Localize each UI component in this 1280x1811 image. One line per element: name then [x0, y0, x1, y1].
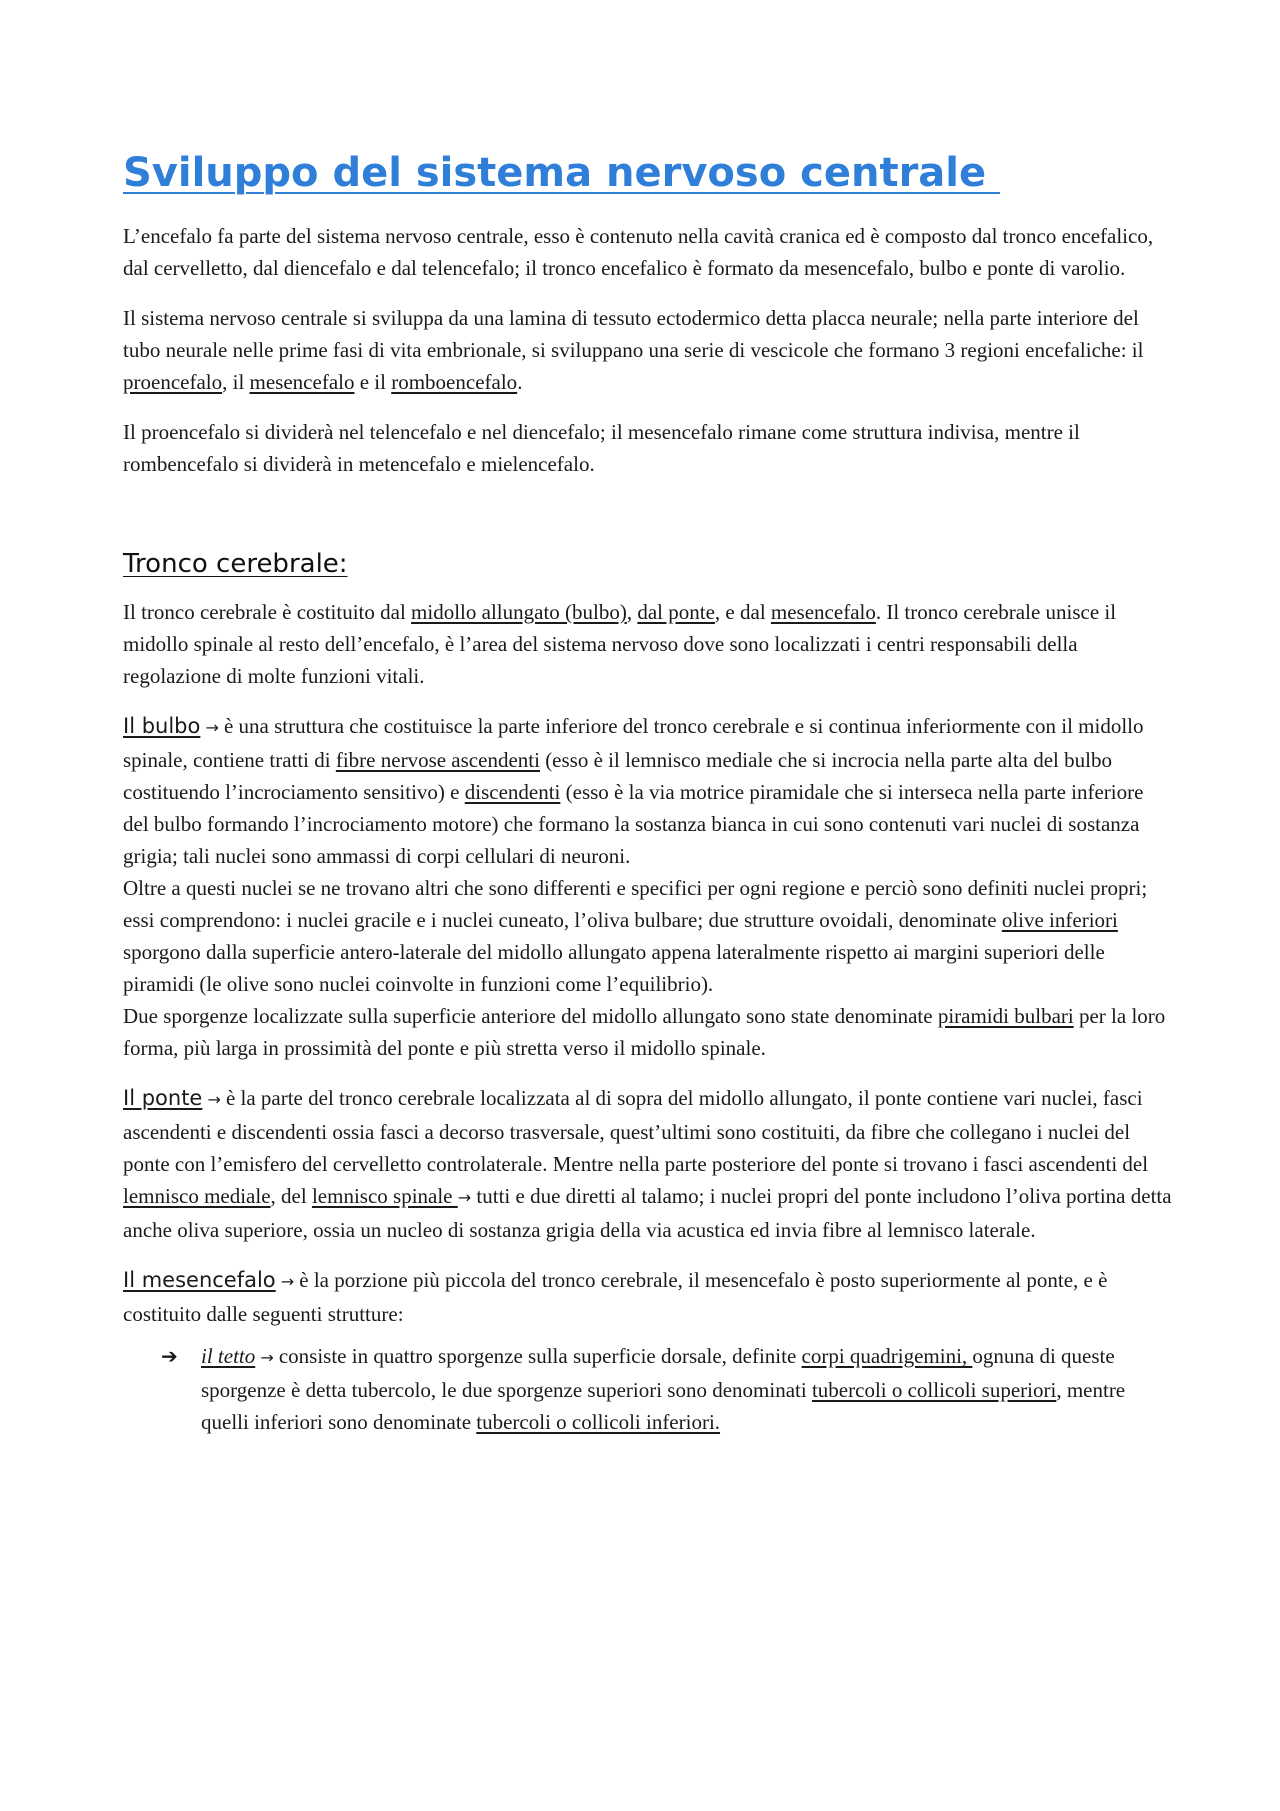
term-il-tetto: il tetto [201, 1343, 256, 1368]
ponte-paragraph [123, 1082, 1173, 1246]
term-romboencefalo: romboencefalo [391, 370, 518, 394]
term-piramidi-bulbari: piramidi bulbari [937, 1003, 1074, 1028]
term-discendenti: discendenti [464, 779, 561, 804]
term-olive-inferiori: olive inferiori [1001, 907, 1118, 932]
term-collicoli-inferiori: tubercoli o collicoli inferiori. [476, 1409, 721, 1434]
bulbo-paragraph-2 [123, 872, 1173, 1000]
text-run: è una struttura che costituisce la parte inferiore del tronco cerebrale e si continua inferiormente con il midollo spinale, contiene tratti di [123, 713, 1144, 772]
text-run: è la porzione più piccola del tronco cerebrale, il mesencefalo è posto superiormente al ponte, e è costituito dalle seguenti strutture: [123, 1267, 1108, 1326]
mesencefalo-paragraph [123, 1264, 1173, 1330]
term-proencefalo: proencefalo [123, 370, 223, 394]
term-mesencefalo-2: mesencefalo [770, 599, 876, 624]
text-run: , del [270, 1183, 312, 1208]
text-run: Il sistema nervoso centrale si sviluppa da una lamina di tessuto ectodermico detta placca neurale; nella parte interiore del tubo neurale nelle prime fasi di vita embrionale, si sviluppano una serie di vescicole che formano 3 regioni encefaliche: il [123, 306, 1144, 362]
text-run: consiste in quattro sporgenze sulla superficie dorsale, definite [278, 1343, 802, 1368]
term-fibre-nervose-ascendenti: fibre nervose ascendenti [335, 747, 540, 772]
term-lemnisco-mediale: lemnisco mediale [123, 1183, 271, 1208]
text-run: tutti e due diretti al talamo; i nuclei propri del ponte includono l’oliva portina detta anche oliva superiore, ossia un nucleo di sostanza grigia della via acustica ed invia fibre al lemnisco laterale. [123, 1183, 1172, 1242]
intro-paragraph-1: L’encefalo fa parte del sistema nervoso centrale, esso è contenuto nella cavità cranica ed è composto dal tronco encefalico, dal cervelletto, dal diencefalo e dal telencefalo; il tronco encefalico è formato da mesencefalo, bulbo e ponte di varolio. [123, 224, 1154, 280]
lead-il-bulbo: Il bulbo [123, 713, 201, 738]
intro-paragraph-3: Il proencefalo si dividerà nel telencefalo e nel diencefalo; il mesencefalo rimane come struttura indivisa, mentre il rombencefalo si dividerà in metencefalo e mielencefalo. [123, 420, 1080, 476]
text-run: Il tronco cerebrale è costituito dal [123, 599, 412, 624]
text-run: è la parte del tronco cerebrale localizzata al di sopra del midollo allungato, il ponte contiene vari nuclei, fasci ascendenti e discendenti ossia fasci a decorso trasversale, quest’ultimi sono costituiti, da fibre che collegano i nuclei del ponte con l’emisfero del cervelletto controlaterale. Mentre nella parte posteriore del ponte si trovano i fasci ascendenti del [123, 1085, 1149, 1176]
text-run: ognuna di queste sporgenze è detta tubercolo, le due sporgenze superiori sono denominati [201, 1343, 1115, 1402]
text-run: . Il tronco cerebrale unisce il midollo spinale al resto dell’encefalo, è l’area del sistema nervoso dove sono localizzati i centri responsabili della regolazione di molte funzioni vitali. [123, 599, 1117, 688]
right-arrow-icon: → [202, 1089, 226, 1109]
term-lemnisco-spinale: lemnisco spinale [311, 1183, 458, 1208]
text-run: , [626, 599, 638, 624]
list-item-il-tetto [123, 1340, 1173, 1438]
tronco-paragraph [123, 596, 1173, 692]
bulbo-paragraph-1 [123, 710, 1173, 872]
bulbo-paragraph-3 [123, 1000, 1173, 1064]
text-run: sporgono dalla superficie antero-laterale del midollo allungato appena lateralmente rispetto ai margini superiori delle piramidi (le olive sono nuclei coinvolte in funzioni come l’equilibrio). [123, 939, 1105, 996]
term-collicoli-superiori: tubercoli o collicoli superiori [811, 1377, 1057, 1402]
right-arrow-icon: → [255, 1347, 279, 1367]
text-run: Oltre a questi nuclei se ne trovano altri che sono differenti e specifici per ogni regione e perciò sono definiti nuclei propri; essi comprendono: i nuclei gracile e i nuclei cuneato, l’oliva bulbare; due strutture ovoidali, denominate [123, 875, 1148, 932]
right-arrow-icon: ➔ [161, 1343, 178, 1368]
term-mesencefalo: mesencefalo [249, 370, 355, 394]
text-run: . [517, 370, 523, 394]
text-run: , mentre quelli inferiori sono denominate [201, 1377, 1126, 1434]
intro-paragraph-2 [123, 302, 1173, 398]
text-run: (esso è la via motrice piramidale che si interseca nella parte inferiore del bulbo formando l’incrociamento motore) che formano la sostanza bianca in cui sono contenuti vari nuclei di sostanza grigia; tali nuclei sono ammassi di corpi cellulari di neuroni. [123, 779, 1144, 868]
text-run: (esso è il lemnisco mediale che si incrocia nella parte alta del bulbo costituendo l’incrociamento sensitivo) e [123, 747, 1112, 804]
section-heading-tronco-cerebrale: Tronco cerebrale: [123, 549, 348, 579]
document-content [123, 148, 1173, 1438]
text-run: per la loro forma, più larga in prossimità del ponte e più stretta verso il midollo spinale. [123, 1003, 1166, 1060]
right-arrow-icon: → [200, 717, 224, 737]
term-midollo-allungato: midollo allungato (bulbo) [411, 599, 627, 624]
lead-il-mesencefalo: Il mesencefalo [123, 1267, 276, 1292]
right-arrow-icon: → [457, 1187, 472, 1207]
text-run: Due sporgenze localizzate sulla superficie anteriore del midollo allungato sono state denominate [123, 1003, 938, 1028]
right-arrow-icon: → [275, 1271, 300, 1291]
mesencefalo-structures-list [123, 1340, 1173, 1438]
term-dal-ponte: dal ponte [637, 599, 715, 624]
text-run: , il [222, 370, 250, 394]
term-corpi-quadrigemini: corpi quadrigemini, [801, 1343, 973, 1368]
text-run: , e dal [714, 599, 771, 624]
text-run: e il [354, 370, 392, 394]
lead-il-ponte: Il ponte [123, 1085, 203, 1110]
page-title: Sviluppo del sistema nervoso centrale [123, 150, 1001, 196]
